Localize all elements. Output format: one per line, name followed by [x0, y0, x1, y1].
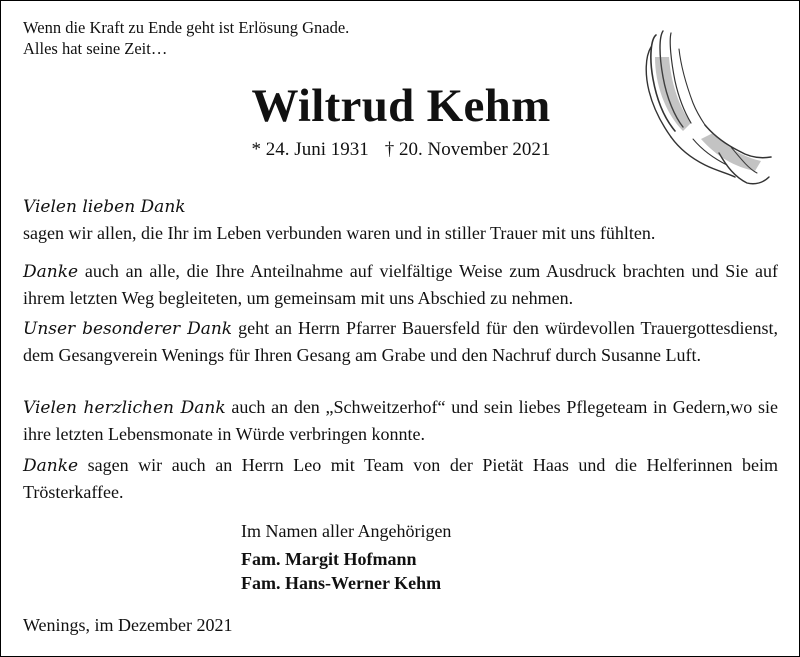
praying-hands-icon: [631, 27, 776, 187]
paragraph-3: [23, 315, 778, 368]
paragraph-1-text: sagen wir allen, die Ihr im Leben verbunden waren und in stiller Trauer mit uns fühlten.: [23, 223, 656, 243]
signature-family-2: Fam. Hans-Werner Kehm: [241, 573, 442, 593]
signature-block: [241, 519, 451, 595]
paragraph-4: [23, 394, 778, 447]
paragraph-4-text: auch an den „Schweitzerhof“ und sein liebes Pflegeteam in Gedern,wo sie ihre letzten Lebensmonate in Würde verbringen konnte.: [23, 397, 778, 444]
lead-unser-besonderer-dank: Unser besonderer Dank: [23, 319, 233, 339]
motto-line-2: Alles hat seine Zeit…: [23, 39, 168, 58]
motto-line-1: Wenn die Kraft zu Ende geht ist Erlösung Gnade.: [23, 18, 350, 37]
death-date: † 20. November 2021: [384, 139, 551, 160]
paragraph-5: [23, 452, 778, 505]
lead-vielen-lieben-dank: Vielen lieben Dank: [23, 197, 186, 217]
signature-family-1: Fam. Margit Hofmann: [241, 549, 417, 569]
motto: [23, 17, 349, 59]
paragraph-2: [23, 258, 778, 311]
paragraph-1: [23, 193, 778, 246]
paragraph-5-text: sagen wir auch an Herrn Leo mit Team von der Pietät Haas und die Helferinnen beim Trösterkaffee.: [23, 455, 778, 502]
birth-date: * 24. Juni 1931: [251, 139, 369, 160]
deceased-name: Wiltrud Kehm: [251, 80, 551, 132]
lead-vielen-herzlichen-dank: Vielen herzlichen Dank: [23, 398, 226, 418]
place-and-date: Wenings, im Dezember 2021: [23, 615, 233, 635]
paragraph-2-text: auch an alle, die Ihre Anteilnahme auf vielfältige Weise zum Ausdruck brachten und Sie auf ihrem letzten Weg begleiteten, um gemeinsam mit uns Abschied zu nehmen.: [23, 261, 778, 308]
lead-danke-2: Danke: [23, 456, 79, 476]
paragraph-3-text: geht an Herrn Pfarrer Bauersfeld für den würdevollen Trauergottesdienst, dem Gesangverein Wenings für Ihren Gesang am Grabe und den Nachruf durch Susanne Luft.: [23, 318, 778, 365]
lead-danke: Danke: [23, 262, 79, 282]
signature-intro: Im Namen aller Angehörigen: [241, 521, 452, 541]
